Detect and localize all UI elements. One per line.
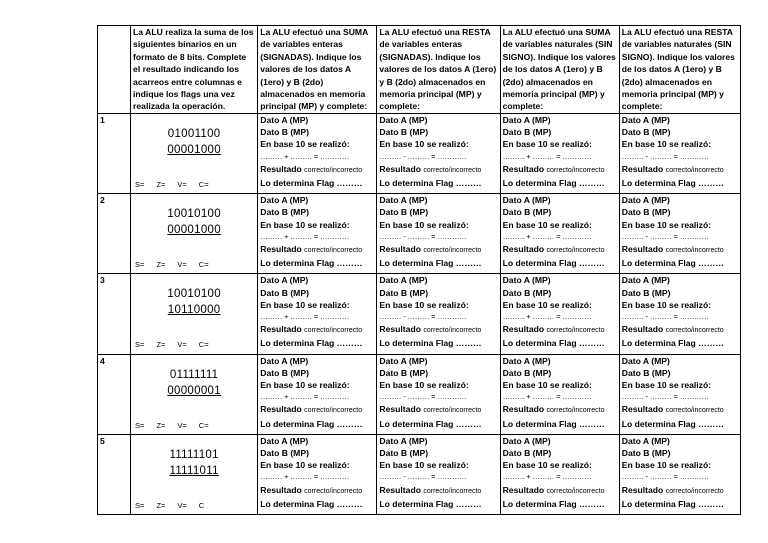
binary-operand-b: 11111011 [169, 464, 219, 477]
base10-label: En base 10 se realizó: [621, 139, 712, 150]
flag-label: V= [177, 340, 187, 350]
resultado-label: Resultado [379, 244, 421, 255]
base10-label: En base 10 se realizó: [502, 460, 592, 471]
dato-a-label: Dato A (MP) [621, 355, 670, 366]
binary-operand-b: 10110000 [167, 304, 221, 317]
resultado-options[interactable]: correcto/incorrecto [665, 166, 724, 174]
binary-operand-a: 01001100 [167, 128, 221, 141]
flag-label: V= [177, 500, 187, 510]
dato-b-label: Dato B (MP) [502, 127, 552, 138]
resultado-line [622, 163, 738, 177]
resultado-label: Resultado [502, 324, 545, 335]
resultado-line [622, 243, 738, 257]
flag-determination-line[interactable]: Lo determina Flag ……… [621, 418, 724, 429]
operation-blank-line[interactable]: ……… + ……… = ………… [260, 392, 350, 402]
flag-label: V= [177, 180, 187, 190]
operation-blank-line[interactable]: ……… + ……… = ………… [260, 312, 350, 322]
operation-blank-line[interactable]: ……… - ……… = ………… [379, 312, 467, 322]
resultado-options[interactable]: correcto/incorrecto [665, 407, 724, 415]
dato-b-label: Dato B (MP) [379, 448, 429, 458]
operation-blank-line[interactable]: ……… + ……… = ………… [502, 472, 592, 482]
operation-blank-line[interactable]: ……… + ……… = ………… [260, 231, 350, 241]
flag-label: S= [135, 500, 145, 510]
base10-label: En base 10 se realizó: [379, 219, 469, 230]
operation-blank-line[interactable]: ……… + ……… = ………… [502, 392, 592, 402]
header-signed-sum: La ALU efectuó una SUMA de variables enteras (SIGNADAS). Indique los valores de los datos A (1ero) y B (2do) almacenados en memoria principal (MP) y complete: [258, 26, 377, 114]
resultado-options[interactable]: correcto/incorrecto [546, 487, 605, 495]
resultado-options[interactable]: correcto/incorrecto [423, 487, 482, 495]
resultado-line [622, 403, 738, 417]
resultado-options[interactable]: correcto/incorrecto [423, 166, 482, 174]
dato-b-label: Dato B (MP) [379, 287, 429, 298]
signed-sum-cell [258, 114, 377, 194]
binary-operand-a: 10010100 [167, 288, 221, 301]
dato-a-label: Dato A (MP) [379, 275, 428, 286]
dato-b-label: Dato B (MP) [379, 127, 429, 138]
dato-a-label: Dato A (MP) [260, 275, 309, 286]
signed-sum-cell [258, 434, 377, 514]
flag-label: Z= [156, 500, 166, 510]
signed-sub-cell [377, 194, 500, 274]
flag-determination-line[interactable]: Lo determina Flag ……… [379, 498, 482, 509]
resultado-line [379, 484, 497, 498]
operation-blank-line[interactable]: ……… - ……… = ………… [379, 151, 467, 161]
binary-operand-b: 00001000 [167, 224, 221, 237]
flag-determination-line[interactable]: Lo determina Flag ……… [621, 498, 724, 509]
operation-blank-line[interactable]: ……… + ……… = ………… [260, 151, 350, 161]
operation-blank-line[interactable]: ……… - ……… = ………… [379, 472, 467, 482]
row-number: 2 [98, 194, 131, 274]
resultado-label: Resultado [621, 324, 664, 335]
resultado-options[interactable]: correcto/incorrecto [423, 247, 482, 255]
dato-a-label: Dato A (MP) [621, 115, 670, 126]
flag-determination-line[interactable]: Lo determina Flag ……… [260, 178, 363, 189]
unsigned-sum-cell [500, 434, 619, 514]
resultado-line [622, 323, 738, 337]
header-binary-sum: La ALU realiza la suma de los siguientes binarios en un formato de 8 bits. Complete el resultado indicando los acarreos entre columnas e indique los flags una vez realizada la operación. [131, 26, 258, 114]
dato-b-label: Dato B (MP) [621, 127, 671, 138]
dato-a-label: Dato A (MP) [260, 435, 309, 446]
dato-b-label: Dato B (MP) [502, 207, 552, 218]
dato-a-label: Dato A (MP) [621, 275, 670, 286]
binary-operand-a: 10010100 [167, 208, 221, 221]
exercise-row [98, 114, 741, 194]
base10-label: En base 10 se realizó: [260, 139, 350, 150]
header-unsigned-sub: La ALU efectuó una RESTA de variables naturales (SIN SIGNO). Indique los valores de los datos A (1ero) y B (2do) almacenados en memoria principal (MP) y complete: [619, 26, 740, 114]
dato-a-label: Dato A (MP) [260, 195, 309, 206]
dato-a-label: Dato A (MP) [260, 115, 309, 126]
flag-label: S= [135, 260, 145, 270]
resultado-line [503, 243, 617, 257]
flag-label: V= [177, 260, 187, 270]
flag-determination-line[interactable]: Lo determina Flag ……… [502, 418, 605, 429]
resultado-options[interactable]: correcto/incorrecto [423, 407, 482, 415]
binary-operands-cell [131, 434, 258, 514]
resultado-line [379, 243, 497, 257]
resultado-options[interactable]: correcto/incorrecto [546, 247, 605, 255]
dato-a-label: Dato A (MP) [502, 115, 551, 126]
dato-b-label: Dato B (MP) [621, 207, 671, 218]
flag-determination-line[interactable]: Lo determina Flag ……… [379, 418, 482, 429]
operation-blank-line[interactable]: ……… - ……… = ………… [621, 151, 709, 161]
flag-label: C= [198, 260, 209, 270]
dato-a-label: Dato A (MP) [502, 275, 551, 286]
dato-b-label: Dato B (MP) [379, 367, 429, 378]
flag-label: C= [198, 340, 209, 350]
flag-determination-line[interactable]: Lo determina Flag ……… [379, 178, 482, 189]
resultado-line [503, 163, 617, 177]
dato-b-label: Dato B (MP) [621, 367, 671, 378]
operation-blank-line[interactable]: ……… + ……… = ………… [260, 472, 350, 482]
dato-a-label: Dato A (MP) [379, 355, 428, 366]
unsigned-sum-cell [500, 354, 619, 434]
base10-label: En base 10 se realizó: [502, 299, 592, 310]
dato-b-label: Dato B (MP) [502, 287, 552, 298]
flag-determination-line[interactable]: Lo determina Flag ……… [502, 338, 605, 349]
resultado-label: Resultado [379, 163, 421, 174]
operation-blank-line[interactable]: ……… - ……… = ………… [621, 472, 709, 482]
resultado-options[interactable]: correcto/incorrecto [423, 327, 482, 335]
resultado-label: Resultado [621, 404, 664, 415]
flag-label: V= [177, 420, 187, 430]
operation-blank-line[interactable]: ……… + ……… = ………… [502, 312, 592, 322]
resultado-line [379, 403, 497, 417]
unsigned-sub-cell [619, 354, 740, 434]
binary-operands-cell [131, 274, 258, 354]
resultado-options[interactable]: correcto/incorrecto [304, 487, 363, 495]
operation-blank-line[interactable]: ……… - ……… = ………… [621, 312, 709, 322]
resultado-label: Resultado [502, 244, 545, 255]
flag-determination-line[interactable]: Lo determina Flag ……… [260, 418, 363, 429]
binary-operand-a: 11111101 [169, 448, 219, 461]
flag-determination-line[interactable]: Lo determina Flag ……… [621, 338, 724, 349]
flag-determination-line[interactable]: Lo determina Flag ……… [260, 338, 363, 349]
dato-b-label: Dato B (MP) [621, 448, 671, 458]
unsigned-sum-cell [500, 274, 619, 354]
signed-sub-cell [377, 434, 500, 514]
signed-sub-cell [377, 114, 500, 194]
unsigned-sub-cell [619, 114, 740, 194]
dato-b-label: Dato B (MP) [621, 287, 671, 298]
header-corner [98, 26, 131, 114]
resultado-line [379, 323, 497, 337]
exercise-row [98, 274, 741, 354]
binary-operand-b: 00001000 [167, 144, 221, 157]
binary-operand-a: 01111111 [169, 368, 219, 381]
row-number: 5 [98, 434, 131, 514]
signed-sum-cell [258, 194, 377, 274]
flag-label: C= [198, 420, 209, 430]
signed-sub-cell [377, 354, 500, 434]
resultado-label: Resultado [260, 244, 302, 255]
dato-b-label: Dato B (MP) [260, 367, 309, 378]
binary-operands-cell [131, 114, 258, 194]
flag-determination-line[interactable]: Lo determina Flag ……… [260, 258, 363, 269]
base10-label: En base 10 se realizó: [502, 219, 592, 230]
flag-label: Z= [156, 260, 166, 270]
resultado-label: Resultado [260, 163, 302, 174]
resultado-label: Resultado [379, 404, 421, 415]
resultado-line [503, 484, 617, 498]
flags-line [135, 339, 221, 351]
resultado-label: Resultado [260, 324, 302, 335]
exercise-row [98, 434, 741, 514]
dato-a-label: Dato A (MP) [621, 195, 670, 206]
flag-determination-line[interactable]: Lo determina Flag ……… [621, 258, 724, 269]
resultado-options[interactable]: correcto/incorrecto [665, 487, 724, 495]
base10-label: En base 10 se realizó: [621, 219, 712, 230]
base10-label: En base 10 se realizó: [260, 460, 350, 471]
dato-a-label: Dato A (MP) [260, 355, 309, 366]
flag-determination-line[interactable]: Lo determina Flag ……… [379, 338, 482, 349]
unsigned-sub-cell [619, 434, 740, 514]
resultado-line [260, 484, 374, 498]
resultado-label: Resultado [502, 404, 545, 415]
signed-sum-cell [258, 274, 377, 354]
flag-label: C= [198, 180, 209, 190]
resultado-line [622, 484, 738, 498]
flag-label: S= [135, 340, 145, 350]
dato-b-label: Dato B (MP) [260, 207, 309, 218]
flag-determination-line[interactable]: Lo determina Flag ……… [260, 498, 363, 509]
base10-label: En base 10 se realizó: [379, 139, 469, 150]
resultado-label: Resultado [379, 484, 421, 495]
resultado-label: Resultado [502, 484, 545, 495]
binary-operands-cell [131, 194, 258, 274]
flags-line [135, 420, 221, 432]
flag-label: C [198, 500, 205, 510]
alu-exercise-table [97, 25, 741, 515]
resultado-options[interactable]: correcto/incorrecto [546, 407, 605, 415]
header-unsigned-sum: La ALU efectuó una SUMA de variables naturales (SIN SIGNO). Indique los valores de los datos A (1ero) y B (2do) almacenados en memoria principal (MP) y complete: [500, 26, 619, 114]
flag-label: S= [135, 420, 145, 430]
dato-b-label: Dato B (MP) [260, 287, 309, 298]
exercise-row [98, 354, 741, 434]
resultado-options[interactable]: correcto/incorrecto [665, 247, 724, 255]
dato-b-label: Dato B (MP) [260, 448, 309, 458]
flag-determination-line[interactable]: Lo determina Flag ……… [502, 178, 605, 189]
flag-label: S= [135, 180, 145, 190]
resultado-line [260, 323, 374, 337]
resultado-line [503, 323, 617, 337]
base10-label: En base 10 se realizó: [621, 460, 712, 471]
row-number: 1 [98, 114, 131, 194]
operation-blank-line[interactable]: ……… - ……… = ………… [621, 231, 709, 241]
operation-blank-line[interactable]: ……… - ……… = ………… [379, 231, 467, 241]
signed-sub-cell [377, 274, 500, 354]
header-signed-sub: La ALU efectuó una RESTA de variables enteras (SIGNADAS). Indique los valores de los datos A (1ero) y B (2do) almacenados en memoria principal (MP) y complete: [377, 26, 500, 114]
dato-a-label: Dato A (MP) [502, 195, 551, 206]
flags-line [135, 259, 221, 271]
dato-b-label: Dato B (MP) [260, 127, 309, 138]
unsigned-sum-cell [500, 114, 619, 194]
binary-operands-cell [131, 354, 258, 434]
header-row [98, 26, 741, 114]
base10-label: En base 10 se realizó: [502, 139, 592, 150]
dato-a-label: Dato A (MP) [379, 435, 428, 446]
operation-blank-line[interactable]: ……… - ……… = ………… [621, 392, 709, 402]
resultado-options[interactable]: correcto/incorrecto [546, 166, 605, 174]
dato-a-label: Dato A (MP) [621, 435, 670, 446]
resultado-label: Resultado [260, 404, 302, 415]
exercise-row [98, 194, 741, 274]
unsigned-sub-cell [619, 194, 740, 274]
flag-label: Z= [156, 180, 166, 190]
resultado-label: Resultado [260, 484, 302, 495]
base10-label: En base 10 se realizó: [502, 380, 592, 391]
base10-label: En base 10 se realizó: [621, 299, 712, 310]
resultado-options[interactable]: correcto/incorrecto [304, 407, 363, 415]
resultado-options[interactable]: correcto/incorrecto [665, 327, 724, 335]
dato-a-label: Dato A (MP) [502, 435, 551, 446]
resultado-line [260, 163, 374, 177]
operation-blank-line[interactable]: ……… - ……… = ………… [379, 392, 467, 402]
flag-label: Z= [156, 420, 166, 430]
base10-label: En base 10 se realizó: [621, 380, 712, 391]
dato-b-label: Dato B (MP) [502, 367, 552, 378]
resultado-label: Resultado [379, 324, 421, 335]
resultado-options[interactable]: correcto/incorrecto [546, 327, 605, 335]
resultado-label: Resultado [621, 244, 664, 255]
operation-blank-line[interactable]: ……… + ……… = ………… [502, 231, 592, 241]
resultado-label: Resultado [621, 163, 664, 174]
base10-label: En base 10 se realizó: [260, 380, 350, 391]
dato-b-label: Dato B (MP) [379, 207, 429, 218]
resultado-label: Resultado [621, 484, 664, 495]
row-number: 3 [98, 274, 131, 354]
resultado-line [503, 403, 617, 417]
row-number: 4 [98, 354, 131, 434]
binary-operand-b: 00000001 [167, 384, 221, 397]
resultado-line [260, 243, 374, 257]
resultado-label: Resultado [502, 163, 545, 174]
resultado-options[interactable]: correcto/incorrecto [304, 247, 363, 255]
flag-determination-line[interactable]: Lo determina Flag ……… [502, 498, 605, 509]
flag-determination-line[interactable]: Lo determina Flag ……… [502, 258, 605, 269]
unsigned-sum-cell [500, 194, 619, 274]
base10-label: En base 10 se realizó: [260, 299, 350, 310]
resultado-line [260, 403, 374, 417]
dato-a-label: Dato A (MP) [379, 195, 428, 206]
flag-determination-line[interactable]: Lo determina Flag ……… [621, 178, 724, 189]
resultado-line [379, 163, 497, 177]
base10-label: En base 10 se realizó: [379, 380, 469, 391]
unsigned-sub-cell [619, 274, 740, 354]
resultado-options[interactable]: correcto/incorrecto [304, 327, 363, 335]
operation-blank-line[interactable]: ……… + ……… = ………… [502, 151, 592, 161]
resultado-options[interactable]: correcto/incorrecto [304, 166, 363, 174]
flags-line [135, 500, 216, 512]
dato-a-label: Dato A (MP) [379, 115, 428, 126]
base10-label: En base 10 se realizó: [260, 219, 350, 230]
dato-b-label: Dato B (MP) [502, 448, 552, 458]
dato-a-label: Dato A (MP) [502, 355, 551, 366]
flag-determination-line[interactable]: Lo determina Flag ……… [379, 258, 482, 269]
flag-label: Z= [156, 340, 166, 350]
base10-label: En base 10 se realizó: [379, 299, 469, 310]
base10-label: En base 10 se realizó: [379, 460, 469, 471]
signed-sum-cell [258, 354, 377, 434]
flags-line [135, 179, 221, 191]
